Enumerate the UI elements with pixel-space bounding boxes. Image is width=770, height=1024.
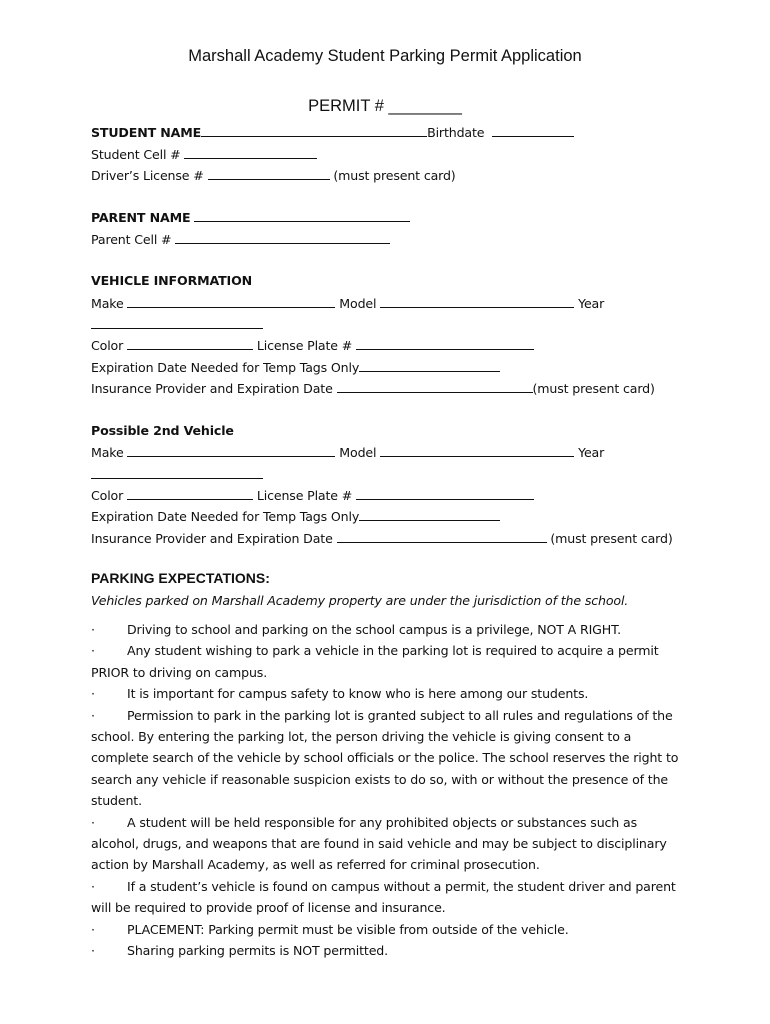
vehicle1-color-label: Color — [91, 338, 124, 353]
student-name-label: STUDENT NAME — [91, 125, 202, 140]
bullet-glyph: · — [91, 686, 95, 702]
vehicle1-color-row — [91, 337, 534, 353]
vehicle1-plate-label: License Plate # — [256, 338, 353, 353]
parent-cell-field[interactable] — [175, 231, 390, 244]
list-item: · Driving to school and parking on the school campus is a privilege, NOT A RIGHT. — [91, 619, 691, 640]
second-vehicle-heading: Possible 2nd Vehicle — [91, 423, 234, 438]
permit-number: PERMIT # ________ — [308, 97, 462, 115]
vehicle2-insurance-note: (must present card) — [550, 531, 673, 546]
vehicle2-temp-label: Expiration Date Needed for Temp Tags Only — [91, 509, 360, 524]
parent-name-field[interactable] — [194, 209, 410, 222]
vehicle2-make-field[interactable] — [127, 444, 335, 457]
parent-name-label: PARENT NAME — [91, 210, 191, 225]
student-name-row — [91, 124, 574, 140]
vehicle1-temp-field[interactable] — [359, 359, 500, 372]
bullet-glyph: · — [91, 943, 95, 959]
vehicle1-insurance-note: (must present card) — [532, 381, 655, 396]
vehicle-info-heading: VEHICLE INFORMATION — [91, 273, 253, 288]
list-item: · Permission to park in the parking lot is granted subject to all rules and regulations of the — [91, 705, 691, 726]
license-note: (must present card) — [333, 168, 456, 183]
vehicle1-insurance-label: Insurance Provider and Expiration Date — [91, 381, 333, 396]
parking-expectations-heading: PARKING EXPECTATIONS: — [91, 570, 270, 586]
drivers-license-field[interactable] — [208, 167, 330, 180]
list-item: · Sharing parking permits is NOT permitted. — [91, 940, 691, 961]
vehicle2-make-label: Make — [91, 445, 124, 460]
birthdate-label: Birthdate — [427, 125, 485, 140]
student-cell-row — [91, 146, 317, 162]
vehicle2-temp-field[interactable] — [359, 508, 500, 521]
list-item-continuation: will be required to provide proof of license and insurance. — [91, 900, 446, 916]
list-item: · It is important for campus safety to know who is here among our students. — [91, 683, 691, 704]
list-item-continuation: student. — [91, 793, 142, 809]
list-item: · A student will be held responsible for any prohibited objects or substances such as — [91, 812, 691, 833]
vehicle2-year-row — [91, 466, 263, 482]
drivers-license-row — [91, 167, 456, 183]
vehicle1-year-row — [91, 316, 263, 332]
drivers-license-label: Driver’s License # — [91, 168, 204, 183]
vehicle2-make-row — [91, 444, 604, 460]
vehicle2-color-label: Color — [91, 488, 124, 503]
vehicle2-model-field[interactable] — [380, 444, 574, 457]
vehicle1-color-field[interactable] — [127, 337, 253, 350]
vehicle1-insurance-row — [91, 380, 655, 396]
list-item-continuation: PRIOR to driving on campus. — [91, 664, 268, 680]
vehicle2-year-field[interactable] — [91, 466, 263, 479]
vehicle1-make-row — [91, 295, 604, 311]
vehicle2-insurance-row — [91, 530, 673, 546]
list-item: · Any student wishing to park a vehicle in the parking lot is required to acquire a permit — [91, 640, 691, 661]
bullet-glyph: · — [91, 814, 95, 830]
vehicle2-color-row — [91, 487, 534, 503]
expectations-list — [91, 619, 691, 962]
vehicle2-model-label: Model — [339, 445, 377, 460]
vehicle1-year-label: Year — [578, 296, 605, 311]
vehicle2-plate-field[interactable] — [356, 487, 534, 500]
vehicle2-insurance-label: Insurance Provider and Expiration Date — [91, 531, 333, 546]
expectations-intro: Vehicles parked on Marshall Academy property are under the jurisdiction of the school. — [91, 593, 629, 608]
vehicle1-model-field[interactable] — [380, 295, 574, 308]
bullet-glyph: · — [91, 622, 95, 637]
vehicle2-color-field[interactable] — [127, 487, 253, 500]
parent-cell-row — [91, 231, 390, 247]
bullet-glyph: · — [91, 643, 95, 659]
bullet-glyph: · — [91, 878, 95, 894]
vehicle1-temp-label: Expiration Date Needed for Temp Tags Only — [91, 360, 360, 375]
vehicle1-make-field[interactable] — [127, 295, 335, 308]
bullet-glyph: · — [91, 921, 95, 937]
student-cell-label: Student Cell # — [91, 147, 181, 162]
vehicle1-make-label: Make — [91, 296, 124, 311]
student-cell-field[interactable] — [184, 146, 317, 159]
vehicle1-temp-row — [91, 359, 500, 375]
bullet-glyph: · — [91, 707, 95, 723]
list-item-continuation: school. By entering the parking lot, the person driving the vehicle is giving consent to a — [91, 729, 632, 745]
list-item: · If a student’s vehicle is found on campus without a permit, the student driver and parent — [91, 876, 691, 897]
parent-name-row — [91, 209, 410, 225]
parent-cell-label: Parent Cell # — [91, 232, 172, 247]
list-item-continuation: complete search of the vehicle by school officials or the police. The school reserves the right to — [91, 750, 679, 766]
student-name-field[interactable] — [201, 124, 427, 137]
list-item: · PLACEMENT: Parking permit must be visible from outside of the vehicle. — [91, 919, 691, 940]
vehicle1-year-field[interactable] — [91, 316, 263, 329]
vehicle2-temp-row — [91, 508, 500, 524]
list-item-continuation: search any vehicle if reasonable suspicion exists to do so, with or without the presence of the — [91, 771, 669, 787]
list-item-continuation: alcohol, drugs, and weapons that are found in said vehicle and may be subject to disciplinary — [91, 836, 667, 852]
birthdate-field[interactable] — [492, 124, 574, 137]
vehicle1-insurance-field[interactable] — [337, 380, 533, 393]
vehicle1-plate-field[interactable] — [356, 337, 534, 350]
vehicle2-insurance-field[interactable] — [337, 530, 547, 543]
page-title: Marshall Academy Student Parking Permit Application — [188, 47, 582, 65]
list-item-continuation: action by Marshall Academy, as well as referred for criminal prosecution. — [91, 857, 540, 873]
vehicle2-year-label: Year — [578, 445, 605, 460]
vehicle1-model-label: Model — [339, 296, 377, 311]
vehicle2-plate-label: License Plate # — [256, 488, 353, 503]
